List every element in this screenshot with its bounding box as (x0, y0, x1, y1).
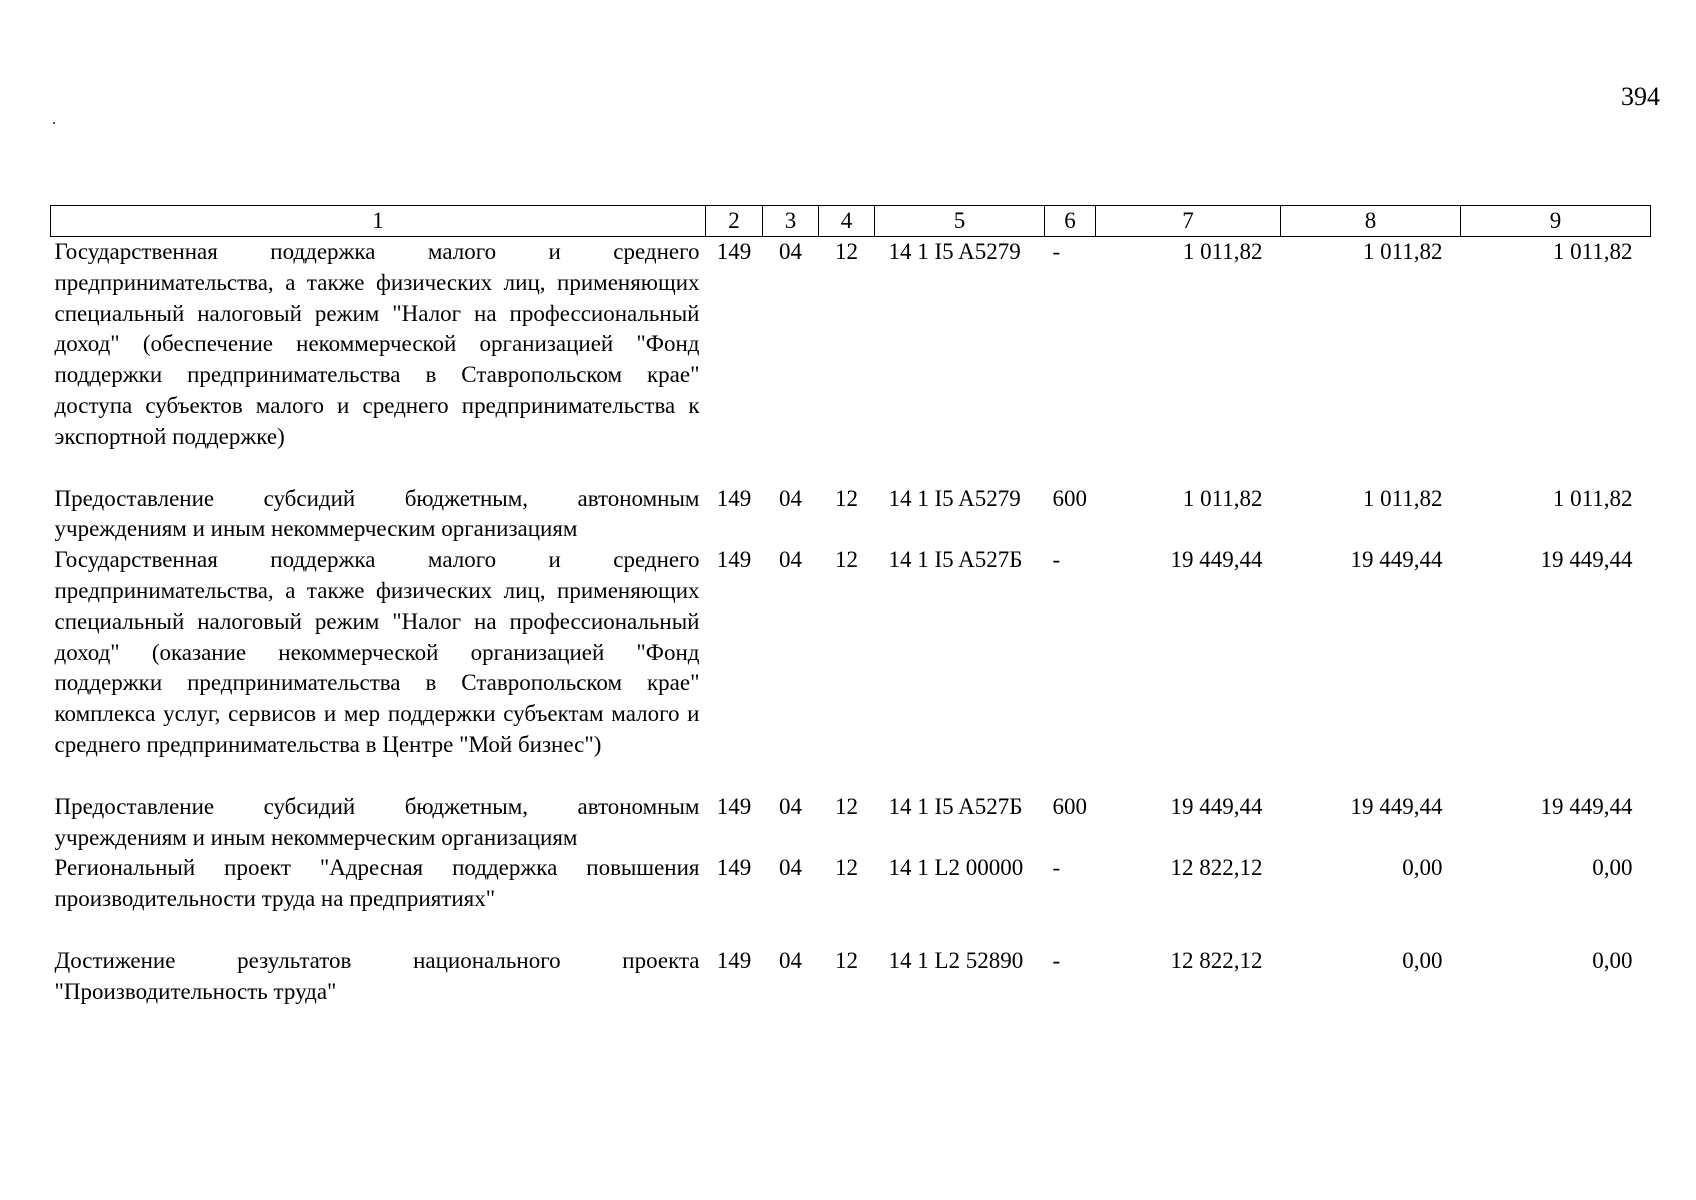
table-row (51, 853, 1651, 946)
row-col-7: 12 822,12 (1170, 855, 1263, 881)
row-description: Достижение результатов национального проекта "Производительность труда" (54, 947, 700, 1004)
row-col-9: 1 011,82 (1552, 239, 1633, 264)
header-col-6: 6 (1045, 206, 1096, 237)
row-col-4: 12 (835, 947, 858, 973)
row-col-4: 12 (835, 855, 858, 881)
row-col-2: 149 (716, 793, 752, 819)
row-col-3: 04 (779, 485, 802, 511)
page-number: 394 (1621, 82, 1660, 111)
header-row (51, 206, 1651, 237)
row-col-2: 149 (716, 547, 752, 573)
row-col-5: 14 1 L2 00000 (888, 855, 1024, 881)
row-col-3: 04 (779, 239, 802, 264)
row-description: Предоставление субсидий бюджетным, автономным учреждениям и иным некоммерческим организациям (54, 793, 700, 850)
header-col-3: 3 (763, 206, 819, 237)
row-col-6: - (1052, 547, 1061, 573)
header-col-4: 4 (819, 206, 875, 237)
row-col-6: - (1052, 239, 1061, 264)
row-col-5: 14 1 L2 52890 (888, 947, 1024, 973)
row-col-7: 12 822,12 (1170, 947, 1263, 973)
row-col-8: 19 449,44 (1350, 793, 1443, 819)
row-col-2: 149 (716, 239, 752, 264)
row-col-3: 04 (779, 793, 802, 819)
header-col-7: 7 (1096, 206, 1281, 237)
row-col-2: 149 (716, 485, 752, 511)
row-col-3: 04 (779, 547, 802, 573)
header-col-8: 8 (1281, 206, 1461, 237)
row-col-4: 12 (835, 793, 858, 819)
row-description: Региональный проект "Адресная поддержка повышения производительности труда на предприятиях" (54, 855, 700, 912)
scan-dot (53, 122, 55, 124)
row-col-6: 600 (1052, 485, 1087, 511)
row-col-2: 149 (716, 855, 752, 881)
row-col-2: 149 (716, 947, 752, 973)
table-row (51, 484, 1651, 546)
row-col-9: 1 011,82 (1552, 485, 1633, 511)
header-col-1: 1 (51, 206, 706, 237)
row-col-6: 600 (1052, 793, 1087, 819)
row-col-8: 0,00 (1402, 947, 1443, 973)
row-col-8: 1 011,82 (1362, 485, 1443, 511)
row-col-7: 1 011,82 (1182, 239, 1263, 264)
table-row (51, 545, 1651, 792)
row-col-9: 0,00 (1592, 855, 1633, 881)
row-col-8: 19 449,44 (1350, 547, 1443, 573)
header-col-2: 2 (706, 206, 763, 237)
row-col-5: 14 1 I5 A5279 (888, 239, 1021, 264)
header-col-5: 5 (875, 206, 1045, 237)
row-col-4: 12 (835, 485, 858, 511)
row-col-8: 1 011,82 (1362, 239, 1443, 264)
row-col-5: 14 1 I5 A527Б (888, 793, 1023, 819)
row-description: Государственная поддержка малого и среднего предпринимательства, а также физических лиц, применяющих специальный налоговый режим "Налог на профессиональный доход" (обеспечение некоммерческой организацией "Фонд поддержки предпринимательства в Ставропольском крае" доступа субъектов малого и среднего предпринимательства к экспортной поддержке) (54, 239, 700, 449)
row-col-9: 0,00 (1592, 947, 1633, 973)
row-col-4: 12 (835, 547, 858, 573)
header-col-9: 9 (1461, 206, 1651, 237)
row-description: Предоставление субсидий бюджетным, автономным учреждениям и иным некоммерческим организациям (54, 485, 700, 542)
row-col-7: 19 449,44 (1170, 793, 1263, 819)
row-col-9: 19 449,44 (1540, 547, 1633, 573)
table-row (51, 237, 1651, 484)
row-col-7: 19 449,44 (1170, 547, 1263, 573)
row-col-5: 14 1 I5 A527Б (888, 547, 1023, 573)
row-description: Государственная поддержка малого и среднего предпринимательства, а также физических лиц, применяющих специальный налоговый режим "Налог на профессиональный доход" (оказание некоммерческой организацией "Фонд поддержки предпринимательства в Ставропольском крае" комплекса услуг, сервисов и мер поддержки субъектам малого и среднего предпринимательства в Центре "Мой бизнес") (54, 547, 700, 757)
budget-table (50, 205, 1651, 1008)
table-row (51, 946, 1651, 1008)
row-col-7: 1 011,82 (1182, 485, 1263, 511)
row-col-5: 14 1 I5 A5279 (888, 485, 1021, 511)
table-row (51, 792, 1651, 854)
row-col-8: 0,00 (1402, 855, 1443, 881)
row-col-6: - (1052, 947, 1061, 973)
row-col-6: - (1052, 855, 1061, 881)
row-col-3: 04 (779, 947, 802, 973)
row-col-3: 04 (779, 855, 802, 881)
row-col-9: 19 449,44 (1540, 793, 1633, 819)
row-col-4: 12 (835, 239, 858, 264)
